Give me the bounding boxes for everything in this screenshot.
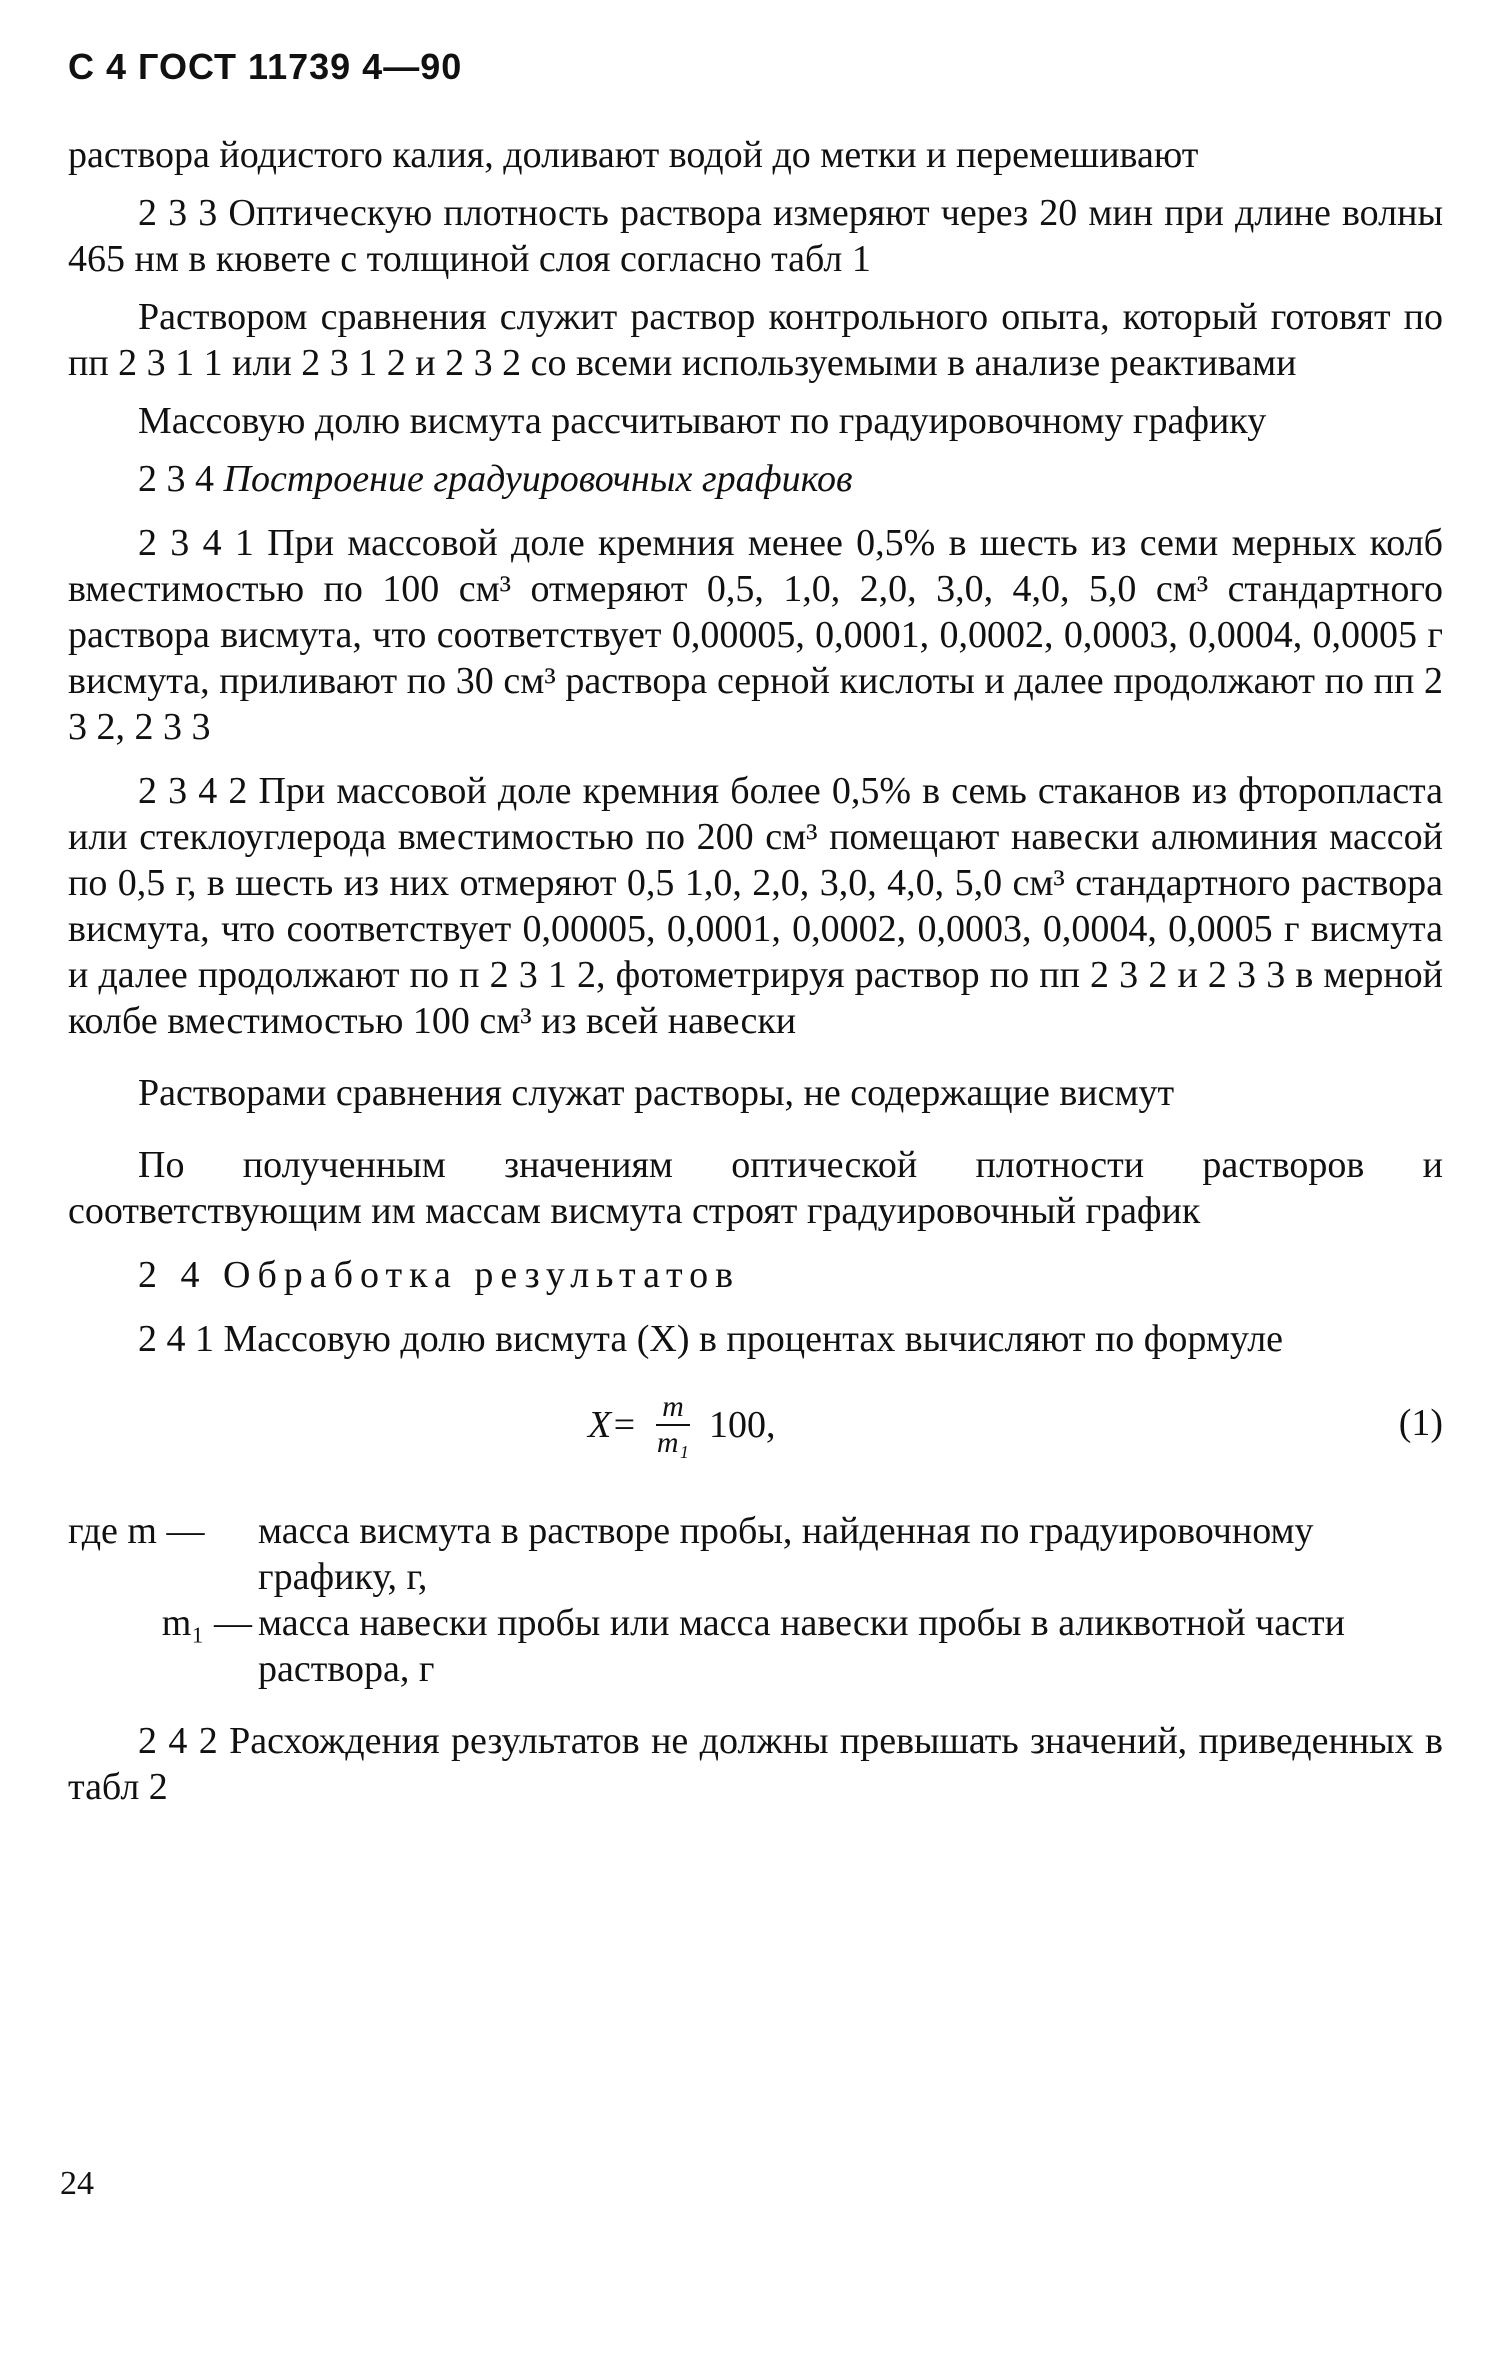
page-number: 24: [60, 2165, 94, 2202]
formula-fraction: [651, 1390, 695, 1460]
paragraph: 2 4 2 Расхождения результатов не должны превышать значений, приведенных в табл 2: [68, 1720, 1443, 1808]
paragraph: 2 3 3 Оптическую плотность раствора измеряют через 20 мин при длине волны 465 нм в кювете с толщиной слоя согласно табл 1: [68, 192, 1443, 280]
paragraph: раствора йодистого калия, доливают водой до метки и перемешивают: [68, 134, 1199, 176]
section-heading: 2 4 Обработка результатов: [138, 1254, 741, 1296]
section-title: Построение градуировочных графиков: [223, 458, 853, 500]
paragraph: 2 4 1 Массовую долю висмута (X) в процентах вычисляют по формуле: [138, 1318, 1284, 1360]
variable-definitions: [68, 1508, 1443, 1692]
variable-label: где m —: [68, 1510, 205, 1552]
formula-factor: 100,: [708, 1404, 776, 1446]
paragraph: Раствором сравнения служит раствор контрольного опыта, который готовят по пп 2 3 1 1 или 2 3 1 2 и 2 3 2 со всеми используемыми в анализе реактивами: [68, 296, 1443, 384]
formula: [588, 1390, 775, 1460]
paragraph: По полученным значениям оптической плотности растворов и соответствующим им массам висмута строят градуировочный график: [68, 1144, 1443, 1232]
document-body: [68, 132, 1443, 1810]
equation-number: (1): [1398, 1402, 1443, 1444]
paragraph: Массовую долю висмута рассчитывают по градуировочному графику: [138, 400, 1267, 442]
definition-row: [68, 1508, 1443, 1600]
definition-row: [68, 1600, 1443, 1692]
formula-denominator: m₁: [656, 1426, 689, 1459]
formula-lhs: X=: [588, 1404, 637, 1446]
formula-block: [68, 1372, 1443, 1492]
paragraph: Растворами сравнения служат растворы, не содержащие висмут: [138, 1072, 1175, 1114]
variable-definition: масса висмута в растворе пробы, найденная по градуировочному графику, г,: [258, 1510, 1314, 1598]
variable-label: m₁ —: [161, 1602, 252, 1644]
paragraph: 2 3 4 2 При массовой доле кремния более 0,5% в семь стаканов из фторопласта или стеклоуглерода вместимостью по 200 см³ помещают навески алюминия массой по 0,5 г, в шесть из них отмеряют 0,5 1,0, 2,0, 3,0, 4,0, 5,0 см³ стандартного раствора висмута, что соответствует 0,00005, 0,0001, 0,0002, 0,0003, 0,0004, 0,0005 г висмута и далее продолжают по п 2 3 1 2, фотометрируя раствор по пп 2 3 2 и 2 3 3 в мерной колбе вместимостью 100 см³ из всей навески: [68, 770, 1443, 1042]
paragraph: 2 3 4 1 При массовой доле кремния менее 0,5% в шесть из семи мерных колб вместимостью по 100 см³ отмеряют 0,5, 1,0, 2,0, 3,0, 4,0, 5,0 см³ стандартного раствора висмута, что соответствует 0,00005, 0,0001, 0,0002, 0,0003, 0,0004, 0,0005 г висмута, приливают по 30 см³ раствора серной кислоты и далее продолжают по пп 2 3 2, 2 3 3: [68, 522, 1443, 748]
variable-definition: масса навески пробы или масса навески пробы в аликвотной части раствора, г: [258, 1602, 1345, 1690]
section-heading: [68, 456, 1443, 502]
section-number: 2 3 4: [138, 458, 214, 500]
formula-numerator: m: [656, 1390, 690, 1426]
page-header: С 4 ГОСТ 11739 4—90: [68, 46, 463, 87]
